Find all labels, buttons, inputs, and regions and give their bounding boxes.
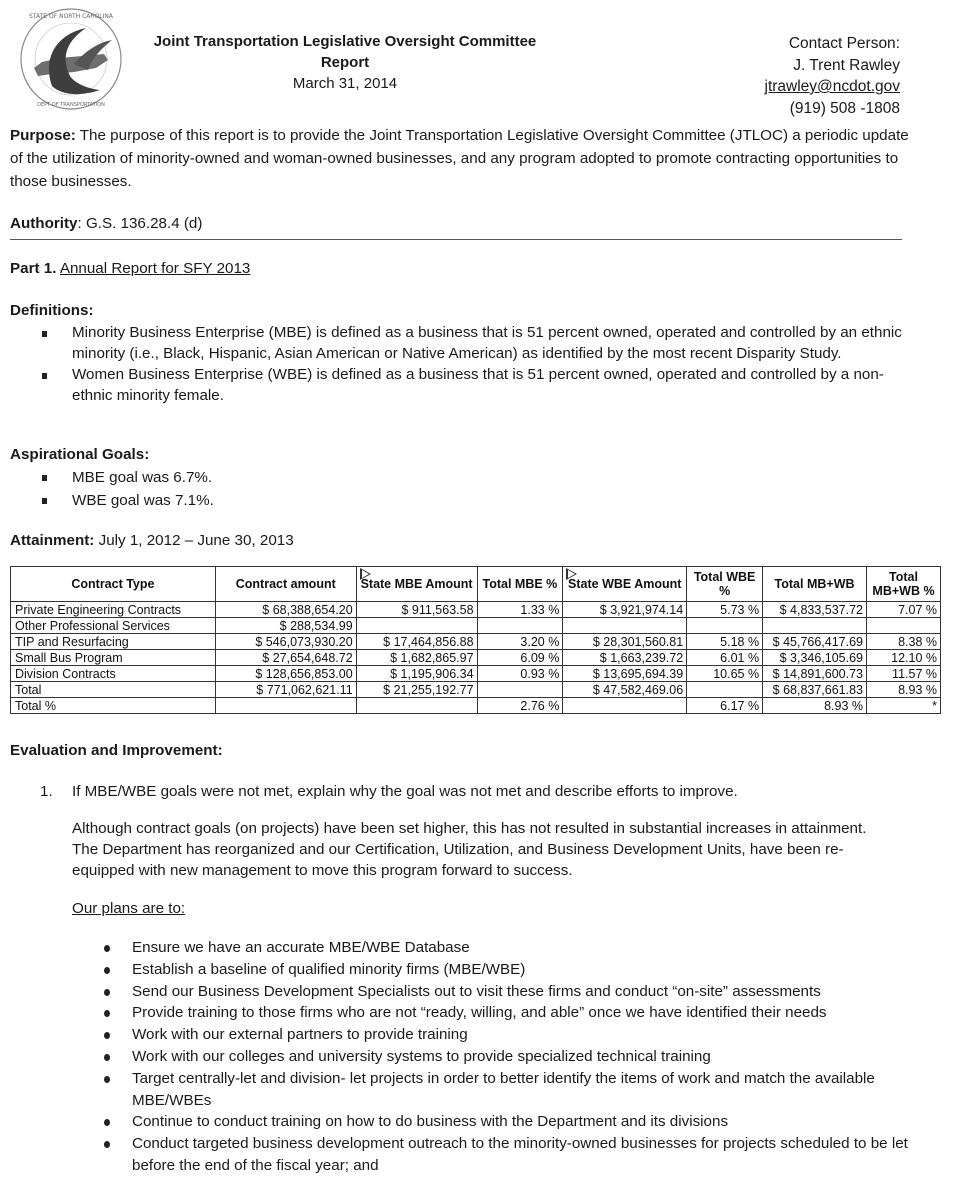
cell-mbe-pct: 0.93 % bbox=[477, 666, 563, 682]
table-header-row bbox=[11, 567, 941, 602]
part1-heading bbox=[10, 257, 910, 280]
cell-contract-amount bbox=[215, 698, 356, 714]
goals-heading: Aspirational Goals: bbox=[10, 446, 150, 463]
part1-title: Annual Report for SFY 2013 bbox=[59, 260, 251, 277]
cell-mbe-amount bbox=[356, 698, 477, 714]
report-date: March 31, 2014 bbox=[292, 75, 398, 92]
plan-item: Work with our external partners to provide training bbox=[60, 1024, 920, 1046]
cell-wbe-pct: 10.65 % bbox=[687, 666, 763, 682]
authority-label: Authority bbox=[10, 215, 78, 232]
plan-item: Conduct targeted business development outreach to the minority-owned businesses for projects scheduled to be let before the end of the fiscal year; and bbox=[60, 1133, 920, 1177]
cell-mbwb-pct: 11.57 % bbox=[867, 666, 941, 682]
cell-wbe-amount bbox=[563, 618, 687, 634]
attainment-table bbox=[10, 566, 941, 714]
cell-mbe-pct: 3.20 % bbox=[477, 634, 563, 650]
definition-item-wbe: Women Business Enterprise (WBE) is defined as a business that is 51 percent owned, operated and controlled by a non-ethnic minority female. bbox=[10, 364, 910, 406]
cell-wbe-amount bbox=[563, 698, 687, 714]
attainment-period: July 1, 2012 – June 30, 2013 bbox=[98, 532, 294, 549]
table-row bbox=[11, 634, 941, 650]
attainment-label: Attainment: bbox=[10, 532, 95, 549]
cell-mbwb-total bbox=[763, 618, 867, 634]
cell-wbe-amount: $ 13,695,694.39 bbox=[563, 666, 687, 682]
col-header-total-mbwb-pct: Total MB+WB % bbox=[867, 567, 941, 602]
svg-text:DEPT OF TRANSPORTATION: DEPT OF TRANSPORTATION bbox=[37, 102, 105, 108]
plan-item: Establish a baseline of qualified minority firms (MBE/WBE) bbox=[60, 959, 920, 981]
cell-wbe-pct bbox=[687, 618, 763, 634]
cell-wbe-amount: $ 1,663,239.72 bbox=[563, 650, 687, 666]
plan-item: Send our Business Development Specialists out to visit these firms and conduct “on-site” assessments bbox=[60, 981, 920, 1003]
purpose-paragraph bbox=[10, 124, 910, 193]
cell-mbe-amount: $ 911,563.58 bbox=[356, 602, 477, 618]
plan-item: Provide training to those firms who are not “ready, willing, and able” once we have identified their needs bbox=[60, 1002, 920, 1024]
cell-contract-type: Other Professional Services bbox=[11, 618, 216, 634]
section-divider bbox=[10, 239, 902, 240]
cell-contract-amount: $ 128,656,853.00 bbox=[215, 666, 356, 682]
cell-wbe-pct: 5.18 % bbox=[687, 634, 763, 650]
svg-text:STATE OF NORTH CAROLINA: STATE OF NORTH CAROLINA bbox=[28, 13, 114, 20]
table-row bbox=[11, 666, 941, 682]
cell-mbwb-pct: 8.38 % bbox=[867, 634, 941, 650]
cell-contract-amount: $ 546,073,930.20 bbox=[215, 634, 356, 650]
plans-heading: Our plans are to: bbox=[72, 900, 186, 917]
question-number: 1. bbox=[40, 783, 53, 800]
cell-mbe-pct: 2.76 % bbox=[477, 698, 563, 714]
cell-mbwb-total: $ 68,837,661.83 bbox=[763, 682, 867, 698]
question-text: If MBE/WBE goals were not met, explain why the goal was not met and describe efforts to improve. bbox=[72, 783, 738, 800]
plans-list-container bbox=[60, 937, 920, 1177]
cell-contract-type: TIP and Resurfacing bbox=[11, 634, 216, 650]
flag-icon bbox=[566, 568, 577, 580]
col-header-contract-amount: Contract amount bbox=[215, 567, 356, 602]
cell-mbe-pct: 6.09 % bbox=[477, 650, 563, 666]
cell-contract-type: Total bbox=[11, 682, 216, 698]
goals-section bbox=[10, 443, 910, 512]
col-header-total-wbe-pct: Total WBE % bbox=[687, 567, 763, 602]
cell-contract-type: Division Contracts bbox=[11, 666, 216, 682]
cell-mbwb-pct: 7.07 % bbox=[867, 602, 941, 618]
definitions-heading: Definitions: bbox=[10, 302, 94, 319]
part1-label: Part 1. bbox=[10, 260, 57, 277]
table-row-total bbox=[11, 682, 941, 698]
cell-contract-amount: $ 288,534.99 bbox=[215, 618, 356, 634]
goal-item-wbe: WBE goal was 7.1%. bbox=[10, 489, 910, 512]
cell-mbwb-total: $ 45,766,417.69 bbox=[763, 634, 867, 650]
evaluation-question bbox=[10, 780, 910, 803]
cell-contract-amount: $ 68,388,654.20 bbox=[215, 602, 356, 618]
cell-mbwb-pct: 8.93 % bbox=[867, 682, 941, 698]
contact-block bbox=[765, 33, 901, 119]
definition-item-mbe: Minority Business Enterprise (MBE) is defined as a business that is 51 percent owned, operated and controlled by an ethnic minority (i.e., Black, Hispanic, Asian American or Native American) as identified by the most recent Disparity Study. bbox=[10, 322, 910, 364]
plan-item: Target centrally-let and division- let projects in order to better identify the items of work and match the available MBE/WBEs bbox=[60, 1068, 920, 1112]
authority-line bbox=[10, 212, 910, 235]
cell-mbwb-total: $ 4,833,537.72 bbox=[763, 602, 867, 618]
report-label: Report bbox=[320, 54, 370, 71]
cell-mbe-amount: $ 1,195,906.34 bbox=[356, 666, 477, 682]
cell-mbe-amount bbox=[356, 618, 477, 634]
cell-mbe-pct: 1.33 % bbox=[477, 602, 563, 618]
cell-mbe-amount: $ 21,255,192.77 bbox=[356, 682, 477, 698]
cell-contract-type: Small Bus Program bbox=[11, 650, 216, 666]
cell-contract-type: Total % bbox=[11, 698, 216, 714]
table-row-total-pct bbox=[11, 698, 941, 714]
cell-mbwb-pct: 12.10 % bbox=[867, 650, 941, 666]
evaluation-answer: Although contract goals (on projects) have been set higher, this has not resulted in substantial increases in attainment. The Department has reorganized and our Certification, Utilization, and Business Development Units, have been re-equipped with new management to move this program forward to success. bbox=[72, 820, 867, 879]
table-row bbox=[11, 602, 941, 618]
plan-item: Ensure we have an accurate MBE/WBE Database bbox=[60, 937, 920, 959]
cell-mbwb-pct: * bbox=[867, 698, 941, 714]
cell-mbwb-total: 8.93 % bbox=[763, 698, 867, 714]
evaluation-heading: Evaluation and Improvement: bbox=[10, 742, 223, 759]
table-row bbox=[11, 618, 941, 634]
flag-icon bbox=[360, 568, 371, 580]
col-header-state-wbe-amount: State WBE Amount bbox=[563, 567, 687, 602]
col-header-total-mbe-pct: Total MBE % bbox=[477, 567, 563, 602]
cell-mbwb-pct bbox=[867, 618, 941, 634]
col-header-contract-type: Contract Type bbox=[11, 567, 216, 602]
contact-phone: (919) 508 -1808 bbox=[789, 99, 900, 117]
cell-contract-type: Private Engineering Contracts bbox=[11, 602, 216, 618]
contact-name: J. Trent Rawley bbox=[793, 56, 900, 74]
definitions-section bbox=[10, 299, 910, 406]
cell-wbe-amount: $ 3,921,974.14 bbox=[563, 602, 687, 618]
cell-wbe-amount: $ 47,582,469.06 bbox=[563, 682, 687, 698]
table-row bbox=[11, 650, 941, 666]
cell-mbe-pct bbox=[477, 618, 563, 634]
col-header-total-mbwb: Total MB+WB bbox=[763, 567, 867, 602]
purpose-text: The purpose of this report is to provide the Joint Transportation Legislative Oversight Committee (JTLOC) a periodic update of the utilization of minority-owned and woman-owned businesses, and any program adopted to promote contracting opportunities to those businesses. bbox=[10, 127, 909, 190]
cell-mbwb-total: $ 14,891,600.73 bbox=[763, 666, 867, 682]
cell-wbe-pct bbox=[687, 682, 763, 698]
col-header-state-mbe-amount: State MBE Amount bbox=[356, 567, 477, 602]
purpose-label: Purpose: bbox=[10, 127, 76, 144]
cell-mbwb-total: $ 3,346,105.69 bbox=[763, 650, 867, 666]
plan-item: Work with our colleges and university systems to provide specialized technical training bbox=[60, 1046, 920, 1068]
cell-wbe-pct: 6.01 % bbox=[687, 650, 763, 666]
contact-label: Contact Person: bbox=[788, 35, 900, 52]
report-title-block bbox=[130, 31, 560, 94]
cell-mbe-pct bbox=[477, 682, 563, 698]
cell-mbe-amount: $ 17,464,856.88 bbox=[356, 634, 477, 650]
authority-text: : G.S. 136.28.4 (d) bbox=[77, 215, 203, 232]
cell-mbe-amount: $ 1,682,865.97 bbox=[356, 650, 477, 666]
cell-contract-amount: $ 27,654,648.72 bbox=[215, 650, 356, 666]
cell-wbe-amount: $ 28,301,560.81 bbox=[563, 634, 687, 650]
committee-title: Joint Transportation Legislative Oversight Committee bbox=[153, 33, 537, 50]
goal-item-mbe: MBE goal was 6.7%. bbox=[10, 466, 910, 489]
contact-email-link[interactable]: jtrawley@ncdot.gov bbox=[764, 78, 900, 95]
plan-item: Continue to conduct training on how to do business with the Department and its divisions bbox=[60, 1111, 920, 1133]
attainment-line bbox=[10, 529, 910, 552]
cell-contract-amount: $ 771,062,621.11 bbox=[215, 682, 356, 698]
cell-wbe-pct: 6.17 % bbox=[687, 698, 763, 714]
cell-wbe-pct: 5.73 % bbox=[687, 602, 763, 618]
ncdot-seal-logo bbox=[12, 6, 130, 112]
